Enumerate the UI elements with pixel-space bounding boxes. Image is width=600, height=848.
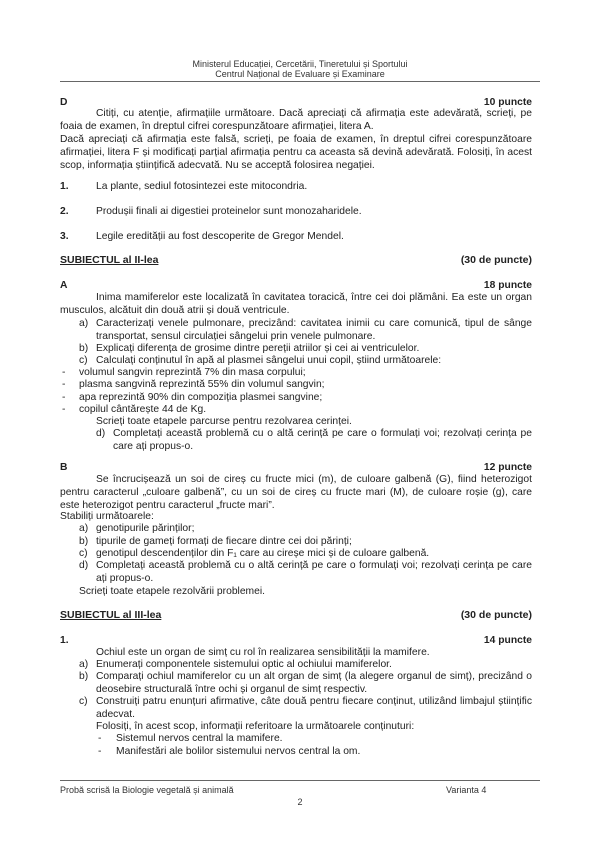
part-a-letter: A [60, 280, 68, 291]
statement-2-number: 2. [60, 206, 69, 217]
subject-3-heading [60, 609, 532, 622]
bullet-dash: - [62, 404, 66, 415]
part-a-steps: Scrieți toate etapele parcurse pentru rezolvarea cerinței. [96, 416, 352, 427]
footer-exam-name: Probă scrisă la Biologie vegetală și animală [60, 785, 234, 795]
part-b-a-text: genotipurile părinților; [96, 523, 195, 534]
part-b-establish: Stabiliți următoarele: [60, 511, 154, 522]
subject-3-title: SUBIECTUL al III-lea [60, 609, 162, 621]
q1-b-label: b) [79, 671, 89, 682]
q1-c-text: Construiți patru enunțuri afirmative, câte două pentru fiecare conținut, utilizând limbajul științific adecvat. [96, 696, 532, 720]
part-b-b-text: tipurile de gameți formați de fiecare dintre cei doi părinți; [96, 536, 352, 547]
q1-content-1: Sistemul nervos central la mamifere. [116, 733, 283, 744]
subject-3-points: (30 de puncte) [460, 609, 532, 621]
subject-2-points: (30 de puncte) [460, 254, 532, 266]
q1-a-text: Enumerați componentele sistemului optic al ochiului mamiferelor. [96, 659, 392, 670]
header-ministry: Ministerul Educației, Cercetării, Tineretului și Sportului [192, 59, 408, 69]
part-b-c-text: genotipul descendenților din F₁ care au cireșe mici și de culoare galbenă. [96, 548, 430, 559]
part-a-points: 18 puncte [483, 280, 532, 291]
header-divider [60, 81, 540, 82]
header-center: Centrul Național de Evaluare și Examinare [215, 69, 385, 79]
part-b-intro: Se încrucișează un soi de cireș cu fructe mici (m), de culoare galbenă (G), fiind heterozigot pentru caracterul „culoare galbenă”, cu un soi de cireș cu fructe mari (M), de culoare roșie (g), care este heterozigot pentru caracterul „fructe mari”. [60, 474, 532, 511]
part-d-instruction-1: Citiți, cu atenție, afirmațiile următoare. Dacă apreciați că afirmația este adevărată, scrieți, pe foaia de examen, în dreptul cifrei corespunzătoare afirmației, litera A. [60, 108, 532, 132]
part-b-points: 12 puncte [483, 462, 532, 473]
subject-2-heading [60, 254, 532, 267]
content-dash: - [98, 733, 102, 744]
q1-use: Folosiți, în acest scop, informații referitoare la următoarele conținuturi: [96, 721, 415, 732]
part-b-a-label: a) [79, 523, 89, 534]
q1-content-2: Manifestări ale bolilor sistemului nervos central la om. [116, 746, 361, 757]
part-a-b-label: b) [79, 343, 89, 354]
part-b-d-text: Completați această problemă cu o altă cerință pe care o formulați voi; rezolvați cerința pe care ați propus-o. [96, 560, 532, 584]
question-1-points: 14 puncte [483, 635, 532, 646]
statement-3-text: Legile eredității au fost descoperite de Gregor Mendel. [96, 231, 344, 242]
part-a-bullet-3: apa reprezintă 90% din compoziția plasmei sangvine; [79, 392, 323, 403]
content-dash: - [98, 746, 102, 757]
q1-b-text: Comparați ochiul mamiferelor cu un alt organ de simț (la alegere organul de simț), precizând o deosebire structurală între ochi și organul de simț respectiv. [96, 671, 532, 695]
statement-2-text: Produșii finali ai digestiei proteinelor sunt monozaharidele. [96, 206, 362, 217]
statement-3-number: 3. [60, 231, 69, 242]
statement-1-number: 1. [60, 181, 69, 192]
statement-1-text: La plante, sediul fotosintezei este mitocondria. [96, 181, 308, 192]
bullet-dash: - [62, 392, 66, 403]
question-1-number: 1. [60, 635, 69, 646]
part-b-b-label: b) [79, 536, 89, 547]
bullet-dash: - [62, 367, 66, 378]
part-b-c-label: c) [79, 548, 88, 559]
part-a-intro: Inima mamiferelor este localizată în cavitatea toracică, între cei doi plămâni. Ea este un organ musculos, alcătuit din două atrii și două ventricule. [60, 292, 532, 316]
part-a-bullet-1: volumul sangvin reprezintă 7% din masa corpului; [79, 367, 306, 378]
part-a-b-text: Explicați diferența de grosime dintre pereții atriilor și cei ai ventriculelor. [96, 343, 420, 354]
page-number: 2 [297, 797, 303, 807]
part-b-d-label: d) [79, 560, 89, 571]
part-a-bullet-2: plasma sangvină reprezintă 55% din volumul sangvin; [79, 379, 325, 390]
q1-c-label: c) [79, 696, 88, 707]
part-a-c-label: c) [79, 355, 88, 366]
part-a-c-text: Calculați conținutul în apă al plasmei sângelui unui copil, știind următoarele: [96, 355, 442, 366]
part-b-steps: Scrieți toate etapele rezolvării problemei. [79, 586, 266, 597]
part-d-instruction-2: Dacă apreciați că afirmația este falsă, scrieți, pe foaia de examen, în dreptul cifrei corespunzătoare afirmației, litera F și modificați parțial afirmația pentru ca aceasta să devină adevărată. Folosiți, în acest scop, informația științifică adecvată. Nu se acceptă folosirea negației. [60, 134, 532, 171]
part-d-points: 10 puncte [483, 97, 532, 108]
part-a-d-text: Completați această problemă cu o altă cerință pe care o formulați voi; rezolvați cerința pe care ați propus-o. [113, 428, 532, 452]
part-d-letter: D [60, 97, 68, 108]
question-1-intro: Ochiul este un organ de simț cu rol în realizarea sensibilității la mamifere. [96, 647, 430, 658]
footer-divider [60, 780, 540, 781]
subject-2-title: SUBIECTUL al II-lea [60, 254, 159, 266]
part-b-letter: B [60, 462, 68, 473]
part-a-bullet-4: copilul cântărește 44 de Kg. [79, 404, 207, 415]
part-a-d-label: d) [96, 428, 106, 439]
q1-a-label: a) [79, 659, 89, 670]
bullet-dash: - [62, 379, 66, 390]
part-a-a-label: a) [79, 318, 89, 329]
part-a-a-text: Caracterizați venele pulmonare, precizând: cavitatea inimii cu care comunică, tipul de sânge transportat, sensul circulației sângelui prin venele pulmonare. [96, 318, 532, 342]
footer-variant: Varianta 4 [446, 785, 487, 795]
